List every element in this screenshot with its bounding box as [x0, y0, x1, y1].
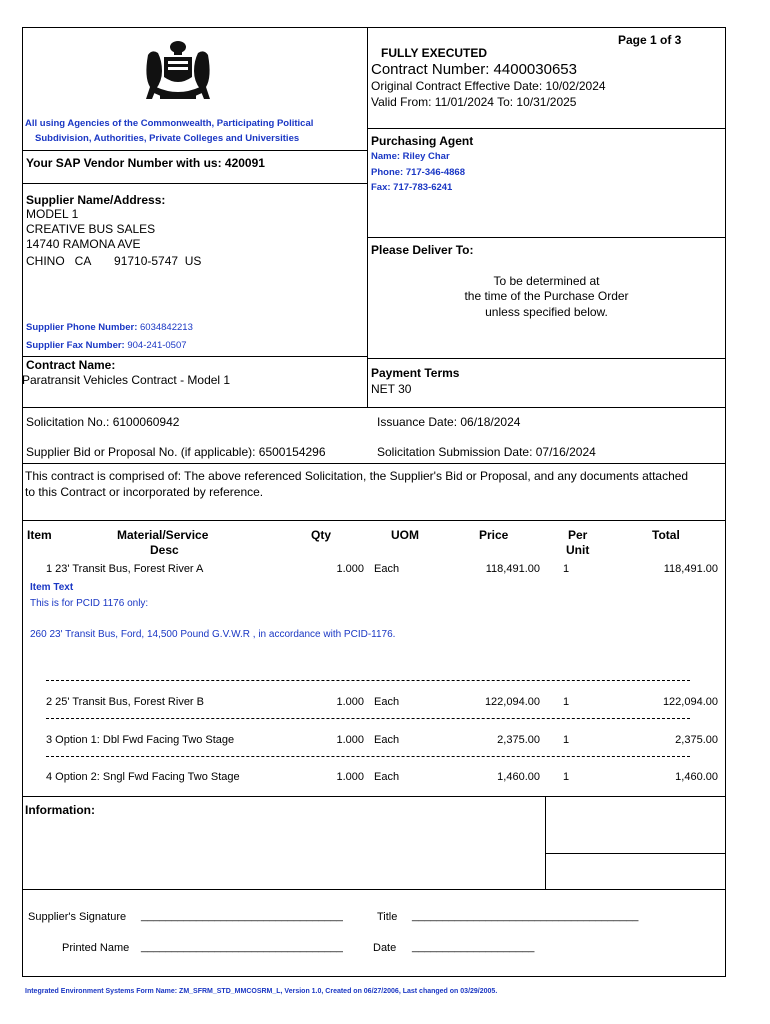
row-total: 1,460.00: [675, 771, 718, 783]
row-price: 1,460.00: [497, 771, 540, 783]
row-qty: 1.000: [336, 696, 364, 708]
frame-left: [22, 27, 23, 977]
row-uom: Each: [374, 563, 400, 575]
row-desc: 1 23' Transit Bus, Forest River A: [46, 563, 204, 575]
signature-line[interactable]: _________________________________: [141, 910, 343, 922]
header-total: Total: [652, 528, 680, 542]
divider-left-2: [22, 183, 367, 184]
row-uom: Each: [374, 771, 400, 783]
supplier-line: CREATIVE BUS SALES: [26, 222, 156, 236]
item-text-line-1: This is for PCID 1176 only:: [30, 598, 149, 609]
date-label: Date: [373, 942, 397, 954]
commonwealth-seal-icon: [138, 37, 218, 105]
row-qty: 1.000: [336, 771, 364, 783]
row-desc: 4 Option 2: Sngl Fwd Facing Two Stage: [46, 771, 240, 783]
purchasing-agent-title: Purchasing Agent: [371, 134, 474, 148]
row-per: 1: [563, 696, 570, 708]
row-per: 1: [563, 771, 570, 783]
deliver-line: To be determined at: [493, 274, 600, 288]
row-price: 2,375.00: [497, 734, 540, 746]
supplier-phone-value: 6034842213: [140, 322, 193, 333]
header-price: Price: [479, 528, 509, 542]
header-item: Item: [27, 528, 52, 542]
submission-date: Solicitation Submission Date: 07/16/2024: [377, 445, 596, 459]
supplier-line: 14740 RAMONA AVE: [26, 237, 141, 251]
payment-terms-title: Payment Terms: [371, 366, 460, 380]
row-total: 122,094.00: [662, 696, 718, 708]
row-separator: [46, 718, 690, 719]
valid-dates: Valid From: 11/01/2024 To: 10/31/2025: [371, 95, 577, 109]
supplier-fax-value: 904-241-0507: [127, 340, 187, 351]
frame-top: [22, 27, 726, 28]
info-divider-horizontal: [545, 853, 726, 854]
divider-right-2: [367, 237, 726, 238]
comprised-line-1: This contract is comprised of: The above referenced Solicitation, the Supplier's Bid or Proposal, and any documents attached: [25, 469, 689, 483]
header-per: Per: [568, 528, 588, 542]
vendor-number: Your SAP Vendor Number with us: 420091: [26, 156, 265, 170]
row-desc: 3 Option 1: Dbl Fwd Facing Two Stage: [46, 734, 235, 746]
row-qty: 1.000: [336, 734, 364, 746]
supplier-title: Supplier Name/Address:: [26, 193, 166, 207]
contract-name-title: Contract Name:: [26, 358, 116, 372]
date-line[interactable]: ____________________: [412, 941, 535, 953]
row-per: 1: [563, 734, 570, 746]
row-uom: Each: [374, 734, 400, 746]
bid-number: Supplier Bid or Proposal No. (if applicable): 6500154296: [26, 445, 326, 459]
row-separator: [46, 756, 690, 757]
divider-full-4: [22, 796, 726, 797]
form-footer: Integrated Environment Systems Form Name: ZM_SFRM_STD_MMCOSRM_L, Version 1.0, Created on 06/27/2006, Last changed on 03/29/2005.: [25, 988, 498, 995]
supplier-phone: [26, 322, 193, 333]
page-indicator: Page 1 of 3: [618, 33, 682, 47]
signature-label: Supplier's Signature: [28, 911, 127, 923]
row-total: 2,375.00: [675, 734, 718, 746]
item-text-label: Item Text: [30, 582, 74, 593]
header-uom: UOM: [391, 528, 419, 542]
title-label: Title: [377, 911, 398, 923]
divider-full-3: [22, 520, 726, 521]
payment-terms-value: NET 30: [371, 382, 412, 396]
effective-date: Original Contract Effective Date: 10/02/2024: [371, 79, 606, 93]
deliver-line: the time of the Purchase Order: [464, 289, 629, 303]
supplier-line: CHINO CA 91710-5747 US: [26, 254, 202, 268]
contract-number: Contract Number: 4400030653: [371, 61, 577, 78]
comprised-line-2: to this Contract or incorporated by reference.: [25, 485, 264, 499]
status-fully-executed: FULLY EXECUTED: [381, 46, 488, 60]
supplier-line: MODEL 1: [26, 207, 79, 221]
row-price: 118,491.00: [485, 563, 540, 575]
row-total: 118,491.00: [663, 563, 718, 575]
agent-name: Name: Riley Char: [371, 151, 450, 162]
agent-phone: Phone: 717-346-4868: [371, 167, 465, 178]
supplier-phone-label: Supplier Phone Number:: [26, 322, 138, 333]
row-desc: 2 25' Transit Bus, Forest River B: [46, 696, 204, 708]
row-uom: Each: [374, 696, 400, 708]
info-divider-vertical: [545, 796, 546, 889]
divider-left-3: [22, 356, 367, 357]
divider-left-1: [22, 150, 367, 151]
header-material: Material/Service: [117, 528, 209, 542]
row-separator: [46, 680, 690, 681]
deliver-line: unless specified below.: [485, 305, 608, 319]
supplier-fax-label: Supplier Fax Number:: [26, 340, 125, 351]
divider-full-2: [22, 463, 726, 464]
agencies-line-1: All using Agencies of the Commonwealth, Participating Political: [25, 118, 314, 129]
information-label: Information:: [25, 803, 95, 817]
solicitation-number: Solicitation No.: 6100060942: [26, 415, 180, 429]
agencies-line-2: Subdivision, Authorities, Private Colleges and Universities: [35, 133, 300, 144]
row-price: 122,094.00: [484, 696, 540, 708]
row-qty: 1.000: [336, 563, 364, 575]
contract-name-value: Paratransit Vehicles Contract - Model 1: [22, 373, 231, 387]
header-qty: Qty: [311, 528, 332, 542]
divider-full-5: [22, 889, 726, 890]
issuance-date: Issuance Date: 06/18/2024: [377, 415, 521, 429]
printed-name-line[interactable]: _________________________________: [141, 941, 343, 953]
divider-right-3: [367, 358, 726, 359]
item-text-line-2: 260 23' Transit Bus, Ford, 14,500 Pound G.V.W.R , in accordance with PCID-1176.: [30, 629, 396, 640]
divider-upper-vertical: [367, 27, 368, 407]
supplier-fax: [26, 340, 187, 351]
frame-right: [725, 27, 726, 977]
printed-name-label: Printed Name: [62, 942, 130, 954]
title-line[interactable]: _____________________________________: [412, 910, 639, 922]
divider-full-1: [22, 407, 726, 408]
divider-right-1: [367, 128, 726, 129]
row-per: 1: [563, 563, 570, 575]
header-desc: Desc: [150, 543, 179, 557]
frame-bottom: [22, 976, 726, 977]
agent-fax: Fax: 717-783-6241: [371, 182, 453, 193]
deliver-title: Please Deliver To:: [371, 243, 474, 257]
header-unit: Unit: [566, 543, 590, 557]
